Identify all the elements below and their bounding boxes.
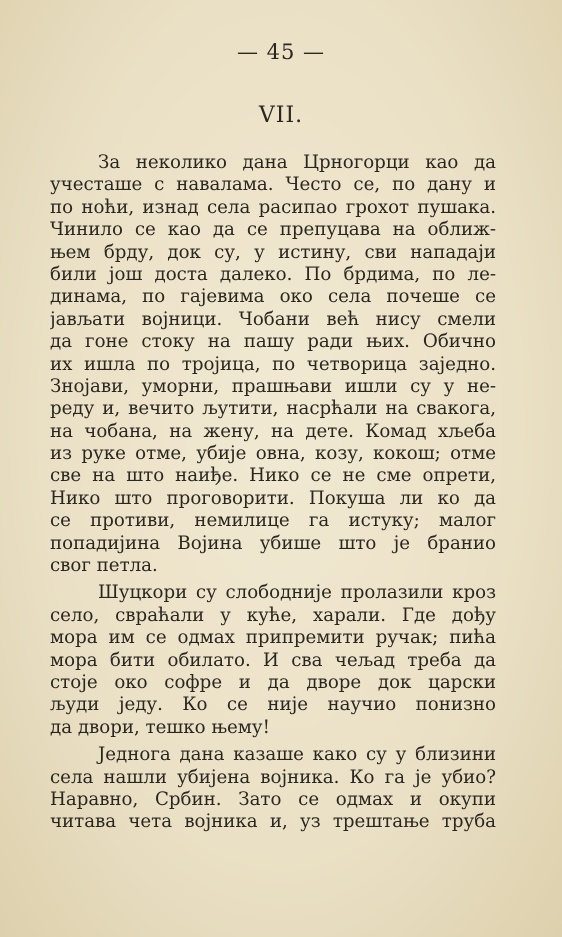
chapter-heading: VII. xyxy=(258,103,304,128)
text-line: Знојави, уморни, прашњави ишли су у не- xyxy=(50,375,496,397)
text-line: Једнога дана казаше како су у близини xyxy=(98,744,496,766)
text-line: учесташе с навалама. Често се, по дану и xyxy=(50,174,496,196)
text-line: попадијина Војина убише што је бранио xyxy=(50,532,496,554)
paragraph xyxy=(50,582,496,739)
body-text xyxy=(50,152,496,834)
text-line: Наравно, Србин. Зато се одмах и окупи xyxy=(50,788,496,810)
text-line: читава чета војника и, уз трештање труба xyxy=(50,811,496,833)
text-line: све на што наиђе. Нико се не сме опрети, xyxy=(50,465,496,487)
text-line: из руке отме, убије овна, козу, кокош; отме xyxy=(50,443,496,465)
text-line: да гоне стоку на пашу ради њих. Обично xyxy=(50,331,496,353)
text-line: мора бити обилато. И сва чељад треба да xyxy=(50,649,496,671)
text-line: Шуцкори су слободније пролазили кроз xyxy=(98,582,496,604)
text-line: Чинило се као да се препуцава на оближ- xyxy=(50,219,496,241)
text-line: За неколико дана Црногорци као да xyxy=(98,152,496,173)
text-line: их ишла по тројица, по четворица заједно. xyxy=(50,353,496,375)
text-line: људи једу. Ко се није научио понизно xyxy=(50,694,496,716)
paragraph xyxy=(50,744,496,834)
text-line: мора им се одмах припремити ручак; пића xyxy=(50,627,496,649)
text-line: села нашли убијена војника. Ко га је убио? xyxy=(50,766,496,788)
page-number: — 45 — xyxy=(236,40,326,64)
text-line: јављати војници. Чобани већ нису смели xyxy=(50,308,496,330)
text-line: динама, по гајевима око села почеше се xyxy=(50,286,496,308)
text-line: стоје око софре и да дворе док царски xyxy=(50,671,496,693)
text-line: да двори, тешко њему! xyxy=(50,716,270,738)
text-line: на чобана, на жену, на дете. Комад хљеба xyxy=(50,420,496,442)
text-line: се противи, немилице га истуку; малог xyxy=(50,510,496,532)
text-line: Нико што проговорити. Покуша ли ко да xyxy=(50,487,496,509)
text-line: село, свраћали у куће, харали. Где дођу xyxy=(50,604,496,626)
text-line: били још доста далеко. По брдима, по ле- xyxy=(50,263,496,285)
text-line: њем брду, док су, у истину, сви нападаји xyxy=(50,241,496,263)
text-line: реду и, вечито љутити, насрћали на свакога, xyxy=(50,398,496,420)
paragraph xyxy=(50,152,496,577)
text-line: свог петла. xyxy=(50,555,158,577)
text-line: по ноћи, изнад села расипао грохот пушака. xyxy=(50,196,496,218)
